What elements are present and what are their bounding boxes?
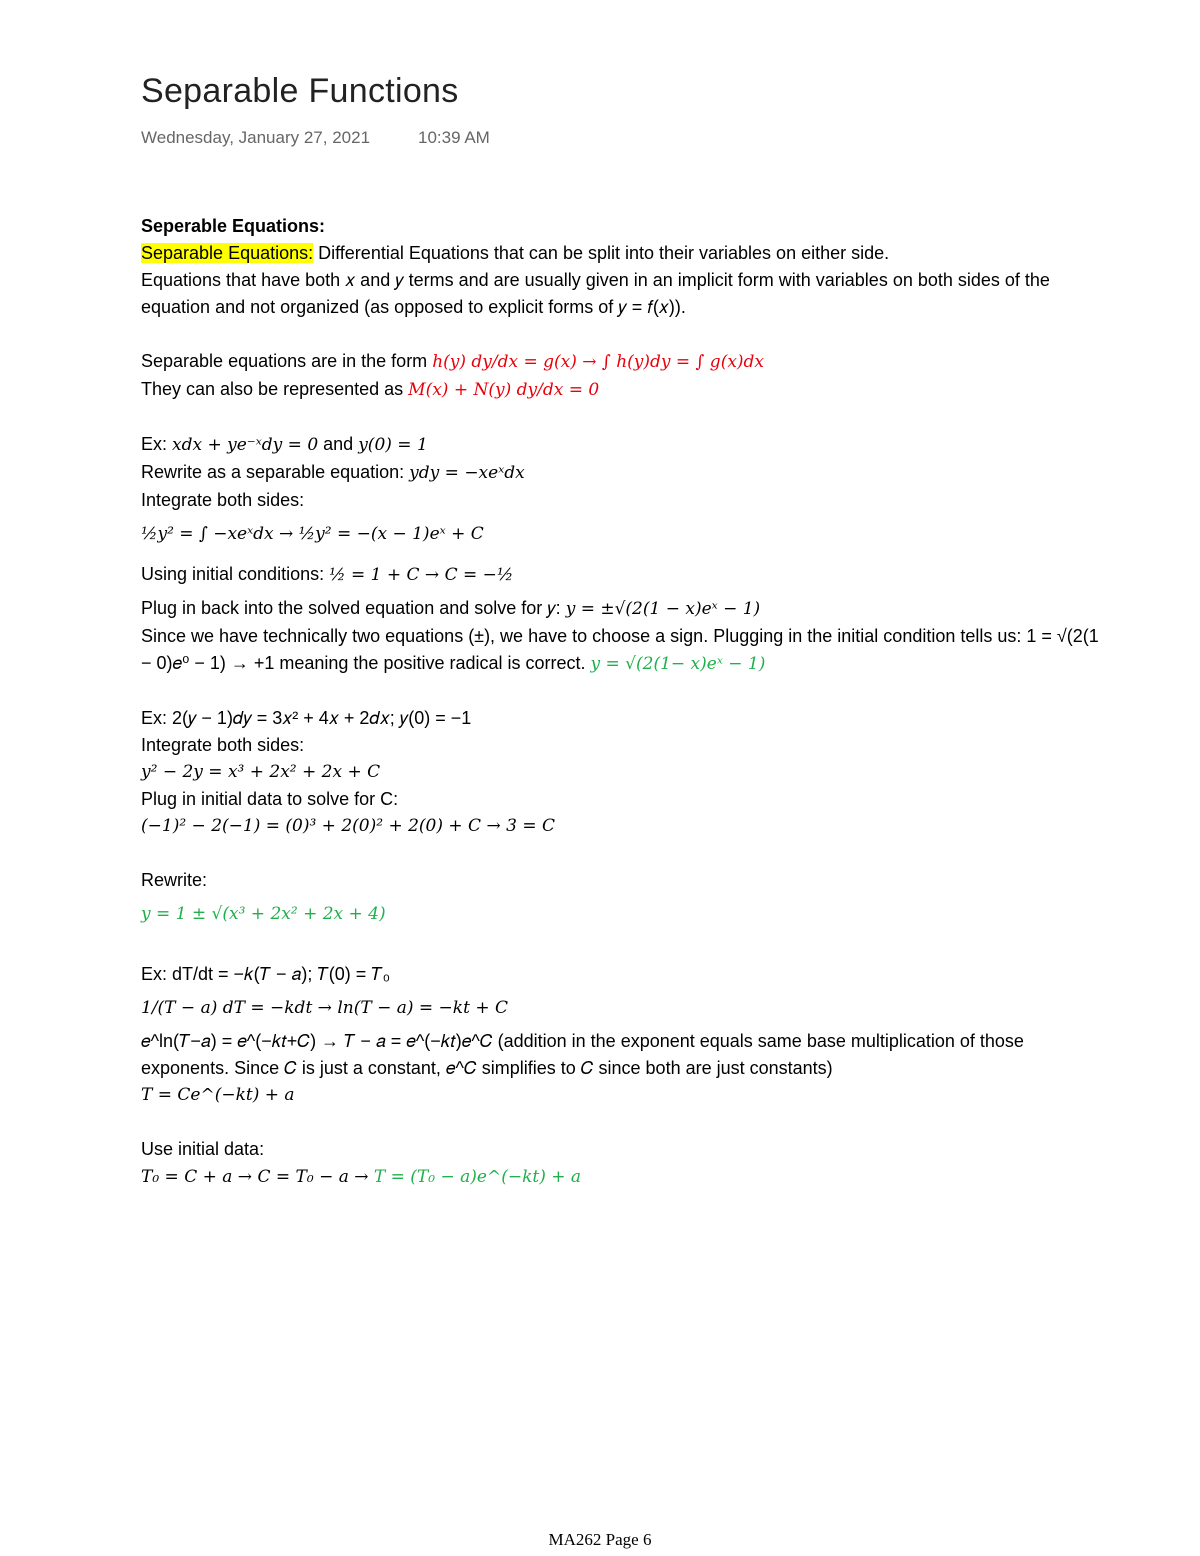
alt-form-intro: They can also be represented as (141, 379, 409, 399)
example2-integrate-label: Integrate both sides: (141, 735, 305, 755)
spacer (141, 1109, 1101, 1136)
example3-answer: 𝑇 = (𝑇₀ − 𝑎)𝑒^(−𝑘𝑡) + 𝑎 (373, 1167, 582, 1187)
example1-ic-line (141, 554, 1101, 595)
example3-step2: 𝑒^ln(𝑇−𝑎) = 𝑒^(−𝑘𝑡+𝐶) → 𝑇 − 𝑎 = 𝑒^(−𝑘𝑡)𝑒^𝐶 (addition in the exponent equals same base multiplication of those exponents. Since 𝐶 is just a constant, 𝑒^𝐶 simplifies to 𝐶 since both are just constants) (141, 1031, 1024, 1078)
example3-use-label: Use initial data: (141, 1139, 265, 1159)
example2-line: Ex: 2(𝑦 − 1)𝑑𝑦 = 3𝑥² + 4𝑥 + 2𝑑𝑥; 𝑦(0) = −1 (141, 708, 472, 728)
example3-final-line (141, 1163, 1101, 1191)
example1-label: Ex: (141, 434, 173, 454)
example1-ic-text: Using initial conditions: (141, 564, 330, 584)
page-title: Separable Functions (141, 72, 459, 110)
implicit-form-text: Equations that have both 𝑥 and 𝑦 terms and are usually given in an implicit form with variables on both sides of the equation and not organized (as opposed to explicit forms of 𝑦 = 𝑓(𝑥)). (141, 270, 1050, 317)
definition-text: Differential Equations that can be split into their variables on either side. (313, 243, 890, 263)
spacer (141, 404, 1101, 431)
example1-answer: 𝑦 = √(2(1− 𝑥)𝑒ˣ − 1) (590, 654, 766, 674)
example1-line (141, 431, 1101, 459)
spacer (141, 321, 1101, 348)
example1-integrate-label: Integrate both sides: (141, 490, 305, 510)
example1-plug-text: Plug in back into the solved equation and solve for 𝑦: (141, 598, 566, 618)
alt-form-line (141, 376, 1101, 404)
page-date: Wednesday, January 27, 2021 (141, 128, 371, 147)
example1-equation: 𝑥𝑑𝑥 + 𝑦𝑒⁻ˣ𝑑𝑦 = 0 (172, 435, 319, 455)
form-equation: ℎ(𝑦) dy/dx = 𝑔(𝑥) → ∫ ℎ(𝑦)𝑑𝑦 = ∫ 𝑔(𝑥)𝑑𝑥 (432, 352, 765, 372)
spacer (141, 934, 1101, 961)
example1-and: and (318, 434, 359, 454)
example3-final-equation: 𝑇₀ = 𝐶 + 𝑎 → 𝐶 = 𝑇₀ − 𝑎 → (141, 1167, 374, 1187)
example2-plug-equation: (−1)² − 2(−1) = (0)³ + 2(0)² + 2(0) + 𝐶 → 3 = 𝐶 (141, 816, 555, 836)
example2-integral-equation: 𝑦² − 2𝑦 = 𝑥³ + 2𝑥² + 2𝑥 + 𝐶 (141, 762, 381, 782)
example1-rewrite-line (141, 459, 1101, 487)
page-footer: MA262 Page 6 (548, 1530, 652, 1549)
alt-form-equation: 𝑀(𝑥) + 𝑁(𝑦) dy/dx = 0 (408, 380, 600, 400)
example1-initial-condition: 𝑦(0) = 1 (358, 435, 428, 455)
example3-line: Ex: dT/dt = −𝑘(𝑇 − 𝑎); 𝑇(0) = 𝑇₀ (141, 964, 391, 984)
example2-rewrite-label: Rewrite: (141, 870, 208, 890)
definition-term: Separable Equations: (141, 243, 314, 263)
example1-rewrite-equation: 𝑦𝑑𝑦 = −𝑥𝑒ˣ𝑑𝑥 (409, 463, 525, 483)
example1-sign-text: Since we have technically two equations (±), we have to choose a sign. Plugging in the initial condition tells us: 1 = √(2(1 − 0)𝑒⁰ − 1) → +1 meaning the positive radical is correct. (141, 626, 1099, 673)
example1-rewrite-text: Rewrite as a separable equation: (141, 462, 410, 482)
form-intro: Separable equations are in the form (141, 351, 433, 371)
example1-sign-paragraph (141, 623, 1101, 678)
example3-step3: 𝑇 = 𝐶𝑒^(−𝑘𝑡) + 𝑎 (141, 1085, 295, 1105)
section-heading: Seperable Equations: (141, 216, 326, 236)
spacer (141, 678, 1101, 705)
page-time: 10:39 AM (418, 128, 490, 147)
definition-line (141, 240, 1101, 267)
spacer (141, 840, 1101, 867)
example1-integral-equation: ½𝑦² = ∫ −𝑥𝑒ˣ𝑑𝑥 → ½𝑦² = −(𝑥 − 1)𝑒ˣ + 𝐶 (141, 524, 484, 544)
example2-plug-label: Plug in initial data to solve for C: (141, 789, 399, 809)
example1-ic-equation: ½ = 1 + 𝐶 → 𝐶 = −½ (329, 565, 514, 585)
example1-plug-equation: 𝑦 = ±√(2(1 − 𝑥)𝑒ˣ − 1) (565, 599, 761, 619)
example2-answer: 𝑦 = 1 ± √(𝑥³ + 2𝑥² + 2𝑥 + 4) (141, 904, 386, 924)
form-line (141, 348, 1101, 376)
note-body (141, 213, 1101, 1191)
example3-step1: 1/(𝑇 − 𝑎) 𝑑𝑇 = −𝑘𝑑𝑡 → ln(𝑇 − 𝑎) = −𝑘𝑡 + 𝐶 (141, 998, 508, 1018)
example1-plug-line (141, 595, 1101, 623)
